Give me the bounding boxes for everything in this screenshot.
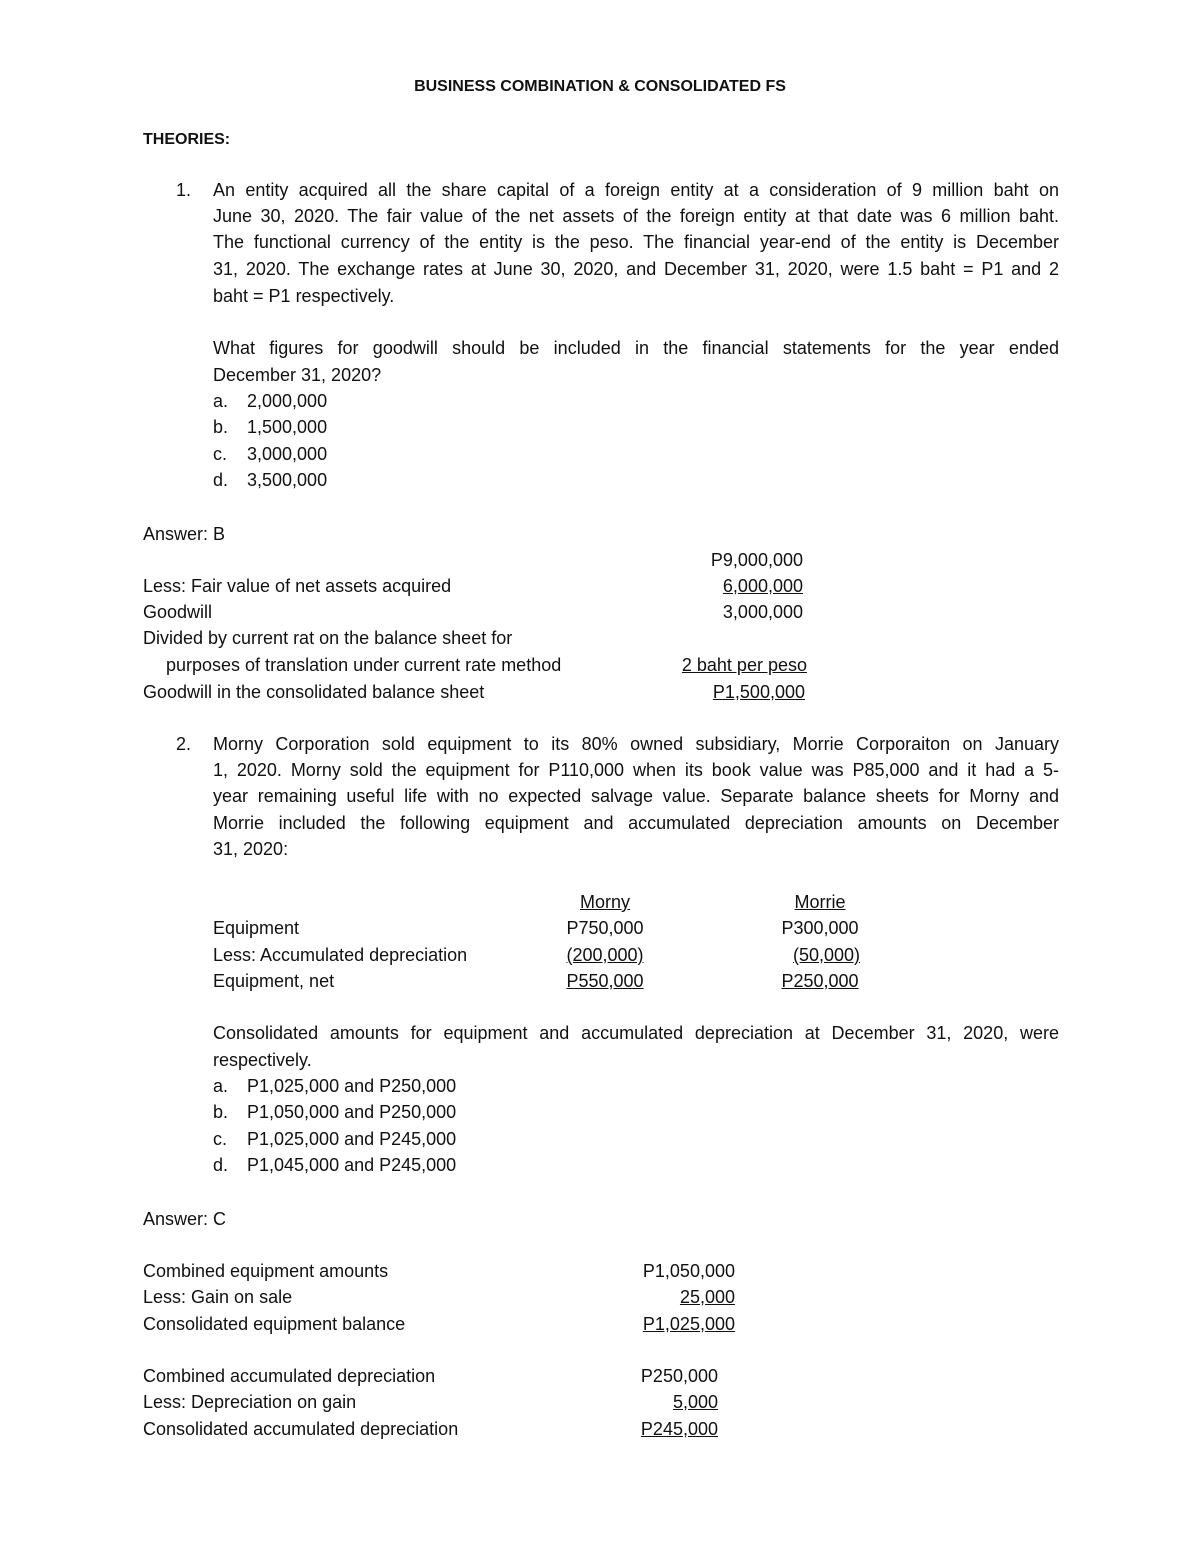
question-1-text-line: 31, 2020. The exchange rates at June 30, 2020, and December 31, 2020, were 1.5 baht = P1 and 2	[213, 259, 1059, 279]
table-cell: (200,000)	[566, 945, 644, 965]
table-cell: P300,000	[781, 918, 859, 938]
table-cell: (50,000)	[792, 945, 860, 965]
solution-value: P1,050,000	[642, 1261, 735, 1281]
choice-letter: b.	[213, 1102, 229, 1122]
solution-label: Consolidated equipment balance	[143, 1314, 406, 1334]
question-2-number: 2.	[176, 734, 192, 754]
choice-letter: c.	[213, 1129, 228, 1149]
table-header-morrie: Morrie	[794, 892, 846, 912]
answer-1: Answer: B	[143, 524, 226, 544]
solution-value: P245,000	[640, 1419, 718, 1439]
choice-letter: d.	[213, 470, 229, 490]
question-1-text-line: An entity acquired all the share capital of a foreign entity at a consideration of 9 million baht on	[213, 180, 1059, 200]
choice-text: P1,045,000 and P245,000	[247, 1155, 457, 1175]
consideration-value: P9,000,000	[710, 550, 803, 570]
answer-2: Answer: C	[143, 1209, 227, 1229]
question-1-text-line: baht = P1 respectively.	[213, 286, 395, 306]
solution-label: Divided by current rat on the balance sheet for	[143, 628, 513, 648]
choice-text: 3,000,000	[247, 444, 328, 464]
question-2-text-line: Morny Corporation sold equipment to its 80% owned subsidiary, Morrie Corporaiton on January	[213, 734, 1059, 754]
table-cell: P550,000	[566, 971, 644, 991]
solution-label: Combined equipment amounts	[143, 1261, 389, 1281]
solution-value: 6,000,000	[722, 576, 803, 596]
page-title: BUSINESS COMBINATION & CONSOLIDATED FS	[414, 78, 786, 95]
choice-text: P1,025,000 and P245,000	[247, 1129, 457, 1149]
choice-text: 3,500,000	[247, 470, 328, 490]
question-2-text-line: 31, 2020:	[213, 839, 289, 859]
choice-letter: a.	[213, 1076, 229, 1096]
question-2-text-line: Morrie included the following equipment and accumulated depreciation amounts on December	[213, 813, 1059, 833]
choice-letter: c.	[213, 444, 228, 464]
solution-label: Consolidated accumulated depreciation	[143, 1419, 459, 1439]
question-2-text-line: 1, 2020. Morny sold the equipment for P110,000 when its book value was P85,000 and it had a 5-	[213, 760, 1059, 780]
solution-value: 3,000,000	[722, 602, 803, 622]
solution-label: Goodwill in the consolidated balance sheet	[143, 682, 485, 702]
solution-value: P250,000	[640, 1366, 718, 1386]
question-1-number: 1.	[176, 180, 192, 200]
question-2-text-line: year remaining useful life with no expected salvage value. Separate balance sheets for Morny and	[213, 786, 1059, 806]
solution-value: 2 baht per peso	[681, 655, 807, 675]
solution-label: Less: Depreciation on gain	[143, 1392, 357, 1412]
solution-label: Less: Fair value of net assets acquired	[143, 576, 452, 596]
choice-text: 2,000,000	[247, 391, 328, 411]
choice-text: 1,500,000	[247, 417, 328, 437]
solution-label: Less: Gain on sale	[143, 1287, 293, 1307]
table-row-label: Less: Accumulated depreciation	[213, 945, 468, 965]
question-2-prompt: respectively.	[213, 1050, 312, 1070]
solution-label: Goodwill	[143, 602, 213, 622]
goodwill-result: P1,500,000	[712, 682, 805, 702]
table-row-label: Equipment	[213, 918, 300, 938]
table-cell: P250,000	[781, 971, 859, 991]
question-1-text-line: June 30, 2020. The fair value of the net assets of the foreign entity at that date was 6 million baht.	[213, 206, 1059, 226]
solution-value: 5,000	[672, 1392, 718, 1412]
choice-letter: b.	[213, 417, 229, 437]
solution-label: purposes of translation under current rate method	[166, 655, 562, 675]
choice-text: P1,025,000 and P250,000	[247, 1076, 457, 1096]
choice-letter: a.	[213, 391, 229, 411]
solution-value: 25,000	[679, 1287, 735, 1307]
solution-value: P1,025,000	[642, 1314, 735, 1334]
question-2-prompt: Consolidated amounts for equipment and accumulated depreciation at December 31, 2020, were	[213, 1023, 1059, 1043]
choice-letter: d.	[213, 1155, 229, 1175]
table-row-label: Equipment, net	[213, 971, 335, 991]
section-heading: THEORIES:	[143, 131, 231, 148]
question-1-prompt: December 31, 2020?	[213, 365, 382, 385]
choice-text: P1,050,000 and P250,000	[247, 1102, 457, 1122]
question-1-text-line: The functional currency of the entity is the peso. The financial year-end of the entity is December	[213, 232, 1059, 252]
table-header-morny: Morny	[579, 892, 630, 912]
question-1-prompt: What figures for goodwill should be included in the financial statements for the year ended	[213, 338, 1059, 358]
table-cell: P750,000	[566, 918, 644, 938]
solution-label: Combined accumulated depreciation	[143, 1366, 436, 1386]
